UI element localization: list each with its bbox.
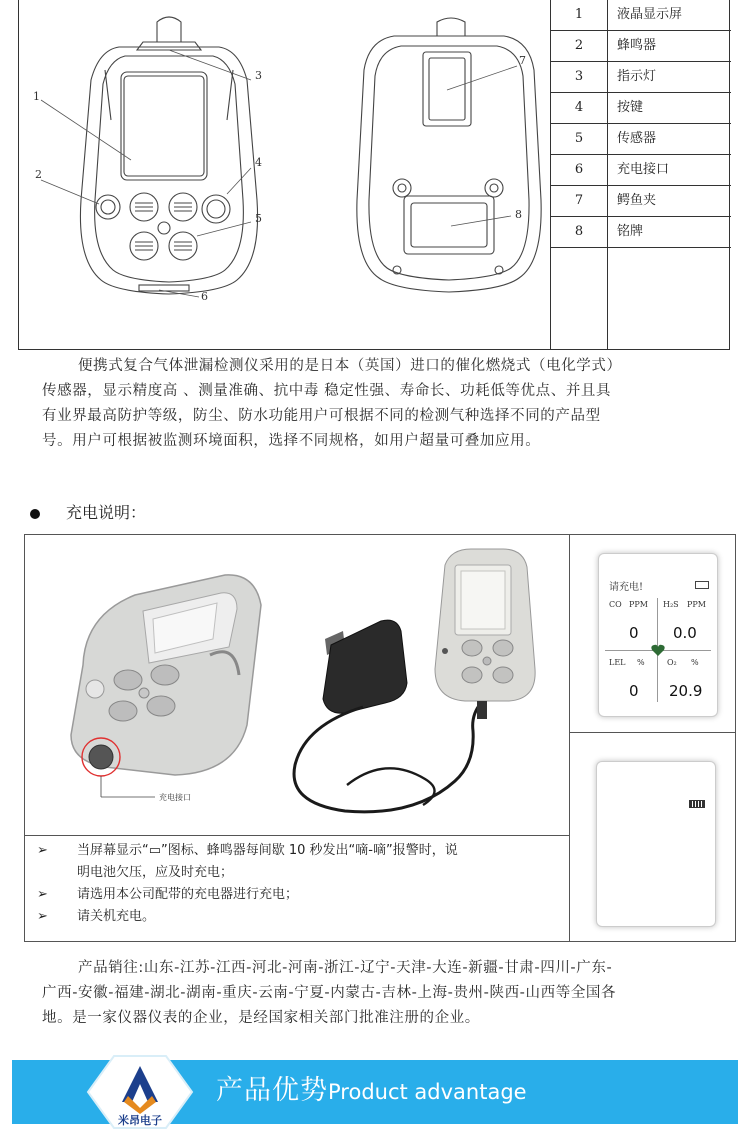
intro-paragraph xyxy=(42,354,722,454)
table-row: 8 铭牌 xyxy=(551,217,731,248)
table-row: 6 充电接口 xyxy=(551,155,731,186)
battery-low-icon xyxy=(695,581,709,589)
charging-panel xyxy=(24,534,736,942)
intro-line: 传感器，显示精度高 、测量准确、抗中毒 稳定性强、寿命长、功耗低等优点、并且具 xyxy=(42,383,612,399)
charge-prompt: 请充电! xyxy=(609,582,644,593)
callout-6: 6 xyxy=(201,290,208,303)
device-line-drawing xyxy=(19,0,550,349)
sales-line: 地。是一家仪器仪表的企业，是经国家相关部门批准注册的企业。 xyxy=(42,1010,480,1026)
company-logo xyxy=(82,1052,198,1132)
device-photo-left xyxy=(71,575,261,802)
lcd-readings-screen: 请充电! CO PPM 0 H₂S PPM 0.0 LEL % 0 O₂ % 20.9 xyxy=(598,553,718,717)
intro-line: 便携式复合气体泄漏检测仪采用的是日本（英国）进口的催化燃烧式（电化学式） xyxy=(78,358,622,374)
product-advantage-banner xyxy=(0,1052,750,1132)
table-row: 1 液晶显示屏 xyxy=(551,0,731,31)
charging-photo xyxy=(25,535,569,835)
table-row: 2 蜂鸣器 xyxy=(551,31,731,62)
table-row: 7 鳄鱼夹 xyxy=(551,186,731,217)
callout-3: 3 xyxy=(255,69,262,82)
back-view xyxy=(357,18,541,292)
bullet-icon xyxy=(30,509,40,519)
intro-line: 有业界最高防护等级，防尘、防水功能用户可根据不同的检测气种选择不同的产品型 xyxy=(42,408,601,424)
list-item: 明电池欠压，应及时充电； xyxy=(77,865,234,880)
table-row: 3 指示灯 xyxy=(551,62,731,93)
table-row: 4 按键 xyxy=(551,93,731,124)
sales-paragraph xyxy=(42,956,722,1031)
o2-value: 20.9 xyxy=(669,682,703,700)
sales-line: 产品销往:山东-江苏-江西-河北-河南-浙江-辽宁-天津-大连-新疆-甘肃-四川-广东- xyxy=(78,960,613,976)
callout-2: 2 xyxy=(35,168,42,181)
device-diagram-panel xyxy=(18,0,730,350)
charging-port-label: 充电接口 xyxy=(159,793,191,802)
parts-table xyxy=(550,0,731,349)
lel-value: 0 xyxy=(629,682,639,700)
table-row: 5 传感器 xyxy=(551,124,731,155)
charging-notes xyxy=(25,835,569,942)
heart-icon xyxy=(651,644,665,657)
lcd-charging-screen xyxy=(596,761,716,927)
callout-7: 7 xyxy=(519,54,526,67)
list-item: ➢ 请关机充电。 xyxy=(37,909,156,924)
front-view xyxy=(80,17,257,294)
callout-5: 5 xyxy=(255,212,262,225)
h2s-value: 0.0 xyxy=(673,624,697,642)
callout-8: 8 xyxy=(515,208,522,221)
intro-line: 号。用户可根据被监测环境面积，选择不同规格，如用户超量可叠加应用。 xyxy=(42,433,541,449)
sales-line: 广西-安徽-福建-湖北-湖南-重庆-云南-宁夏-内蒙古-吉林-上海-贵州-陕西-山西等全国各 xyxy=(42,985,617,1001)
list-item: ➢ 请选用本公司配带的充电器进行充电； xyxy=(37,887,299,902)
charging-heading: 充电说明： xyxy=(30,500,146,523)
leader-lines xyxy=(41,50,517,297)
logo-text: 米昂电子 xyxy=(118,1114,162,1127)
screen-examples xyxy=(569,535,736,941)
battery-charging-icon xyxy=(689,800,705,808)
banner-title: 产品优势Product advantage xyxy=(216,1075,527,1106)
callout-4: 4 xyxy=(255,156,262,169)
device-photo-right xyxy=(435,549,535,719)
list-item: ➢ 当屏幕显示“▭”图标、蜂鸣器每间歇 10 秒发出“嘀-嘀”报警时，说 xyxy=(37,843,458,858)
callout-1: 1 xyxy=(33,90,40,103)
co-value: 0 xyxy=(629,624,639,642)
